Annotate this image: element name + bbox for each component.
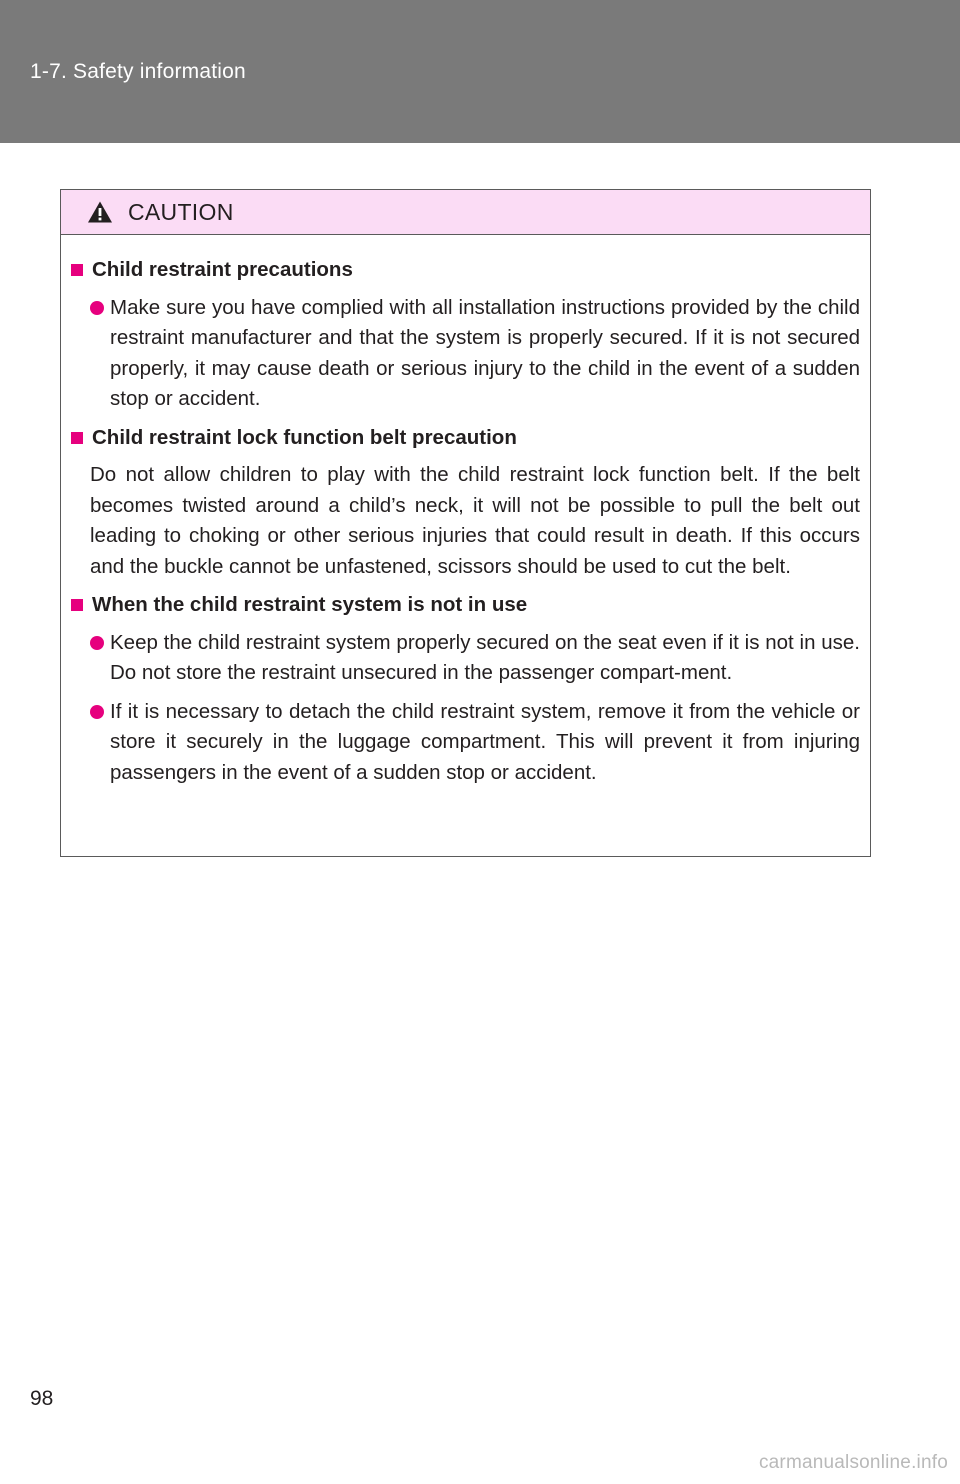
page-number: 98	[30, 1387, 54, 1410]
circle-bullet-icon	[90, 636, 104, 650]
section-title: 1-7. Safety information	[30, 60, 246, 83]
square-bullet-icon	[71, 599, 83, 611]
list-item-text: If it is necessary to detach the child restraint system, remove it from the vehicle or store it securely in the luggage compartment. This will prevent it from injuring passengers in the event of a sudden stop or accident.	[110, 699, 860, 784]
watermark: carmanualsonline.info	[758, 1452, 948, 1473]
caution-header	[61, 190, 870, 235]
caution-box	[60, 189, 871, 857]
caution-body	[61, 235, 870, 788]
warning-triangle-icon	[87, 200, 113, 224]
circle-bullet-icon	[90, 301, 104, 315]
caution-label: CAUTION	[128, 199, 234, 225]
section-heading-text: When the child restraint system is not in use	[92, 593, 528, 616]
list-item	[71, 293, 860, 415]
section-heading-text: Child restraint precautions	[92, 258, 353, 281]
paragraph	[71, 460, 860, 582]
list-item-text: Make sure you have complied with all installation instructions provided by the child restraint manufacturer and that the system is properly secured. If it is not secured properly, it may cause death or serious injury to the child in the event of a sudden stop or accident.	[110, 295, 860, 410]
circle-bullet-icon	[90, 705, 104, 719]
list-item	[71, 628, 860, 689]
section-heading	[71, 590, 860, 621]
section-heading-text: Child restraint lock function belt precaution	[92, 425, 517, 449]
paragraph-text: Do not allow children to play with the child restraint lock function belt. If the belt becomes twisted around a child’s neck, it will not be possible to pull the belt out leading to choking or other serious injuries that could result in death. If this occurs and the buckle cannot be unfastened, scissors should be used to cut the belt.	[90, 463, 860, 578]
list-item	[71, 697, 860, 789]
square-bullet-icon	[71, 264, 83, 276]
section-heading	[71, 255, 860, 286]
section-heading	[71, 423, 860, 454]
square-bullet-icon	[71, 432, 83, 444]
list-item-text: Keep the child restraint system properly secured on the seat even if it is not in use. Do not store the restraint unsecured in the passenger compart-ment.	[110, 630, 860, 684]
page-header	[0, 0, 960, 143]
